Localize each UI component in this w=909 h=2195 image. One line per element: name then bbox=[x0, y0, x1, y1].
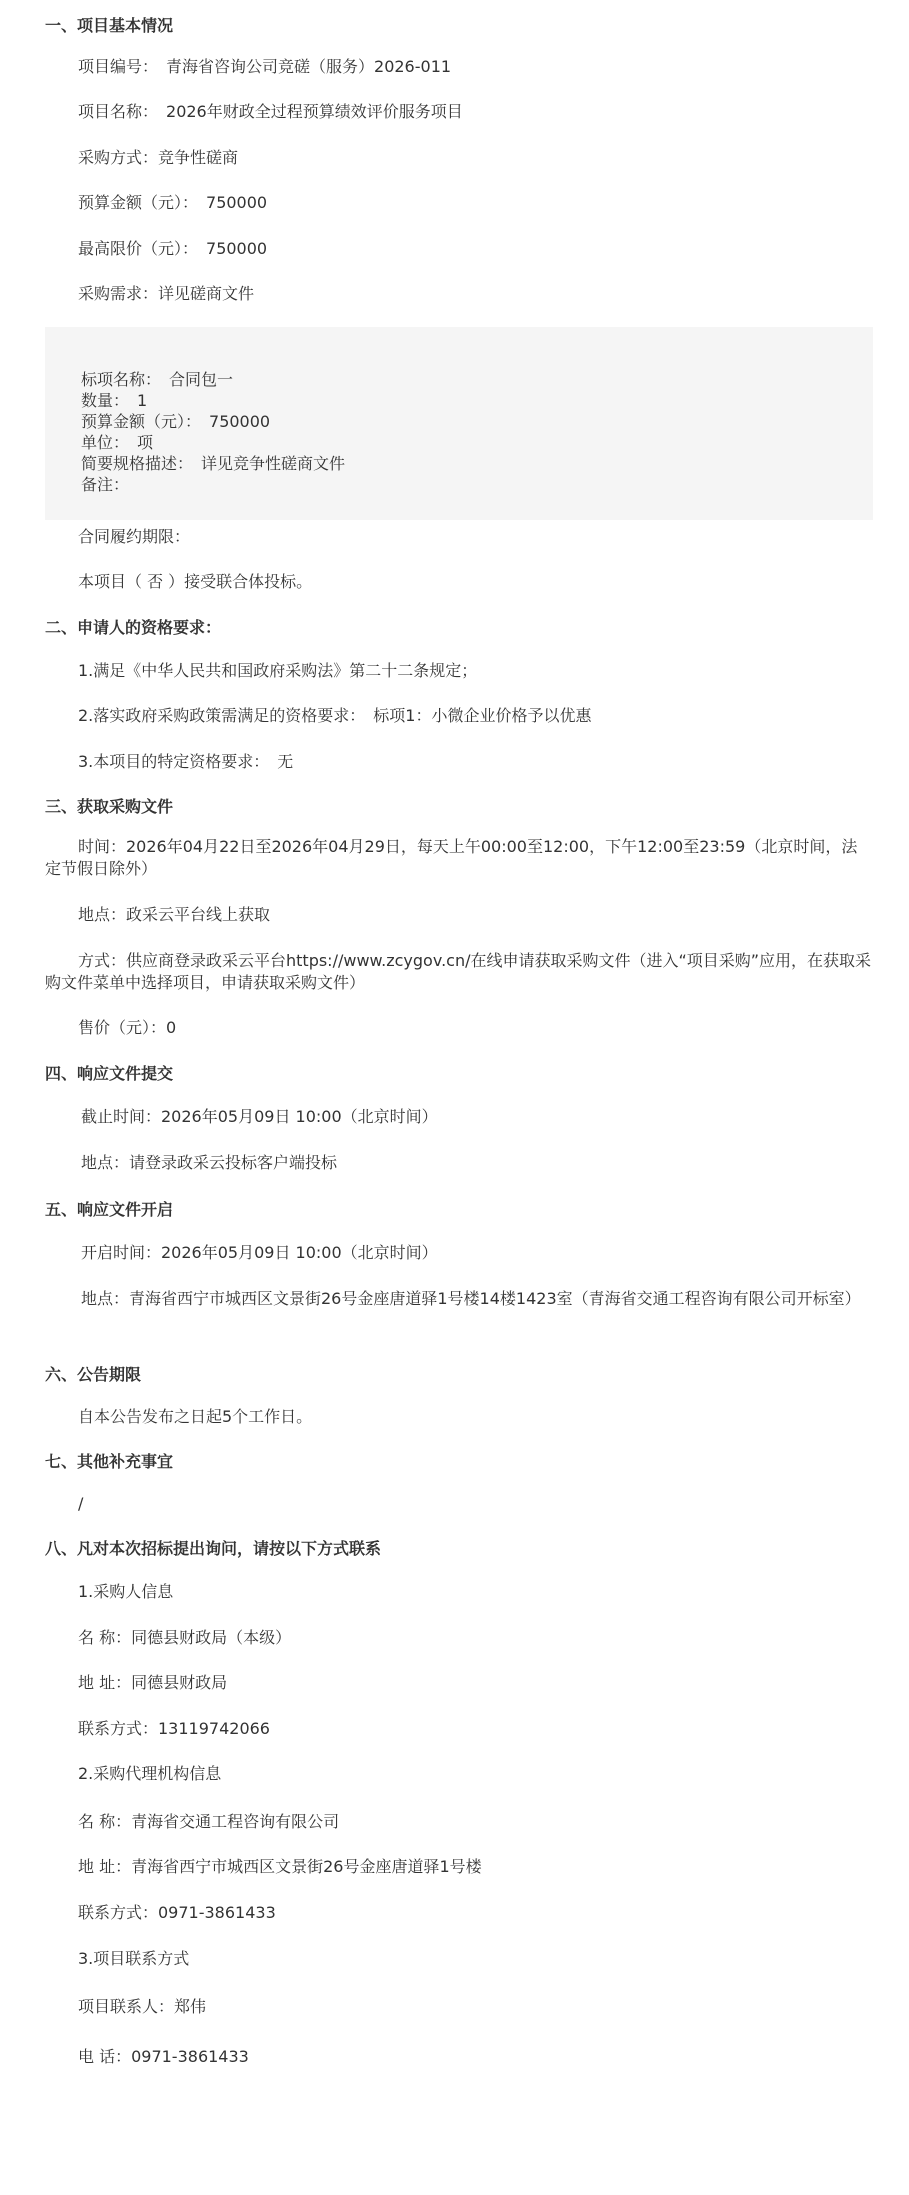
lot-budget-value: 750000 bbox=[209, 412, 271, 431]
qualification-2 bbox=[78, 705, 591, 727]
get-documents-time: 时间：2026年04月22日至2026年04月29日，每天上午00:00至12:00，下午12:00至23:59（北京时间，法定节假日除外） bbox=[45, 837, 858, 878]
section-title-basic-info: 一、项目基本情况 bbox=[45, 16, 174, 35]
qualification-3 bbox=[78, 751, 293, 773]
qualification-3-value: 无 bbox=[277, 752, 294, 771]
lot-name-label: 标项名称： bbox=[81, 370, 162, 389]
agent-name: 名 称：青海省交通工程咨询有限公司 bbox=[78, 1812, 340, 1831]
lot-name-value: 合同包一 bbox=[169, 370, 234, 389]
agent-phone: 联系方式：0971-3861433 bbox=[78, 1903, 276, 1922]
project-number-value: 青海省咨询公司竞磋（服务）2026-011 bbox=[166, 57, 452, 76]
project-name-value: 2026年财政全过程预算绩效评价服务项目 bbox=[166, 102, 463, 121]
buyer-name: 名 称：同德县财政局（本级） bbox=[78, 1628, 292, 1647]
budget-label: 预算金额（元）： bbox=[78, 193, 199, 212]
lot-remark: 备注： bbox=[81, 475, 130, 494]
submission-deadline: 截止时间：2026年05月09日 10:00（北京时间） bbox=[81, 1107, 438, 1126]
lot-budget bbox=[81, 411, 270, 432]
section-title-other-matters: 七、其他补充事宜 bbox=[45, 1452, 174, 1471]
qualification-2-value: 标项1：小微企业价格予以优惠 bbox=[373, 706, 592, 725]
section-title-contact: 八、凡对本次招标提出询问，请按以下方式联系 bbox=[45, 1539, 382, 1558]
section-title-submission: 四、响应文件提交 bbox=[45, 1064, 174, 1083]
lot-quantity-value: 1 bbox=[137, 391, 148, 410]
consortium-note: 本项目（ 否 ）接受联合体投标。 bbox=[78, 572, 313, 591]
budget-value: 750000 bbox=[206, 193, 268, 212]
buyer-phone: 联系方式：13119742066 bbox=[78, 1719, 270, 1738]
max-price bbox=[78, 238, 267, 260]
section-title-notice-period: 六、公告期限 bbox=[45, 1365, 142, 1384]
lot-name bbox=[81, 369, 233, 390]
procurement-method: 采购方式：竞争性磋商 bbox=[78, 148, 239, 167]
qualification-2-label: 2.落实政府采购政策需满足的资格要求： bbox=[78, 706, 366, 725]
qualification-3-label: 3.本项目的特定资格要求： bbox=[78, 752, 270, 771]
agent-address: 地 址：青海省西宁市城西区文景街26号金座唐道驿1号楼 bbox=[78, 1857, 482, 1876]
max-price-value: 750000 bbox=[206, 239, 268, 258]
lot-unit-label: 单位： bbox=[81, 433, 130, 452]
qualification-1: 1.满足《中华人民共和国政府采购法》第二十二条规定； bbox=[78, 661, 478, 680]
lot-unit bbox=[81, 432, 153, 453]
lot-spec bbox=[81, 453, 345, 474]
project-number-label: 项目编号： bbox=[78, 57, 159, 76]
max-price-label: 最高限价（元）： bbox=[78, 239, 199, 258]
document-price: 售价（元）：0 bbox=[78, 1018, 177, 1037]
opening-place: 地点：青海省西宁市城西区文景街26号金座唐道驿1号楼14楼1423室（青海省交通工程咨询有限公司开标室） bbox=[81, 1289, 861, 1308]
section-title-get-documents: 三、获取采购文件 bbox=[45, 797, 174, 816]
submission-place: 地点：请登录政采云投标客户端投标 bbox=[81, 1153, 338, 1172]
procurement-need: 采购需求：详见磋商文件 bbox=[78, 284, 255, 303]
agent-heading: 2.采购代理机构信息 bbox=[78, 1764, 222, 1783]
lot-unit-value: 项 bbox=[137, 433, 154, 452]
buyer-heading: 1.采购人信息 bbox=[78, 1582, 174, 1601]
contact-heading: 3.项目联系方式 bbox=[78, 1949, 190, 1968]
project-name bbox=[78, 101, 463, 123]
lot-spec-label: 简要规格描述： bbox=[81, 454, 194, 473]
opening-time: 开启时间：2026年05月09日 10:00（北京时间） bbox=[81, 1243, 438, 1262]
lot-quantity bbox=[81, 390, 147, 411]
get-documents-place: 地点：政采云平台线上获取 bbox=[78, 905, 271, 924]
contact-phone: 电 话：0971-3861433 bbox=[78, 2047, 249, 2066]
lot-spec-value: 详见竞争性磋商文件 bbox=[201, 454, 346, 473]
section-title-qualifications: 二、申请人的资格要求： bbox=[45, 618, 222, 637]
lot-quantity-label: 数量： bbox=[81, 391, 130, 410]
budget-amount bbox=[78, 192, 267, 214]
project-number bbox=[78, 56, 451, 78]
lot-info-box bbox=[45, 327, 873, 520]
get-documents-way: 方式：供应商登录政采云平台https://www.zcygov.cn/在线申请获取采购文件（进入“项目采购”应用，在获取采购文件菜单中选择项目，申请获取采购文件） bbox=[45, 951, 872, 992]
project-name-label: 项目名称： bbox=[78, 102, 159, 121]
section-title-opening: 五、响应文件开启 bbox=[45, 1200, 174, 1219]
contract-period: 合同履约期限： bbox=[78, 527, 191, 546]
contact-person: 项目联系人：郑伟 bbox=[78, 1997, 207, 2016]
other-matters-text: / bbox=[78, 1494, 84, 1513]
notice-period-text: 自本公告发布之日起5个工作日。 bbox=[78, 1407, 313, 1426]
buyer-address: 地 址：同德县财政局 bbox=[78, 1673, 228, 1692]
lot-budget-label: 预算金额（元）： bbox=[81, 412, 202, 431]
